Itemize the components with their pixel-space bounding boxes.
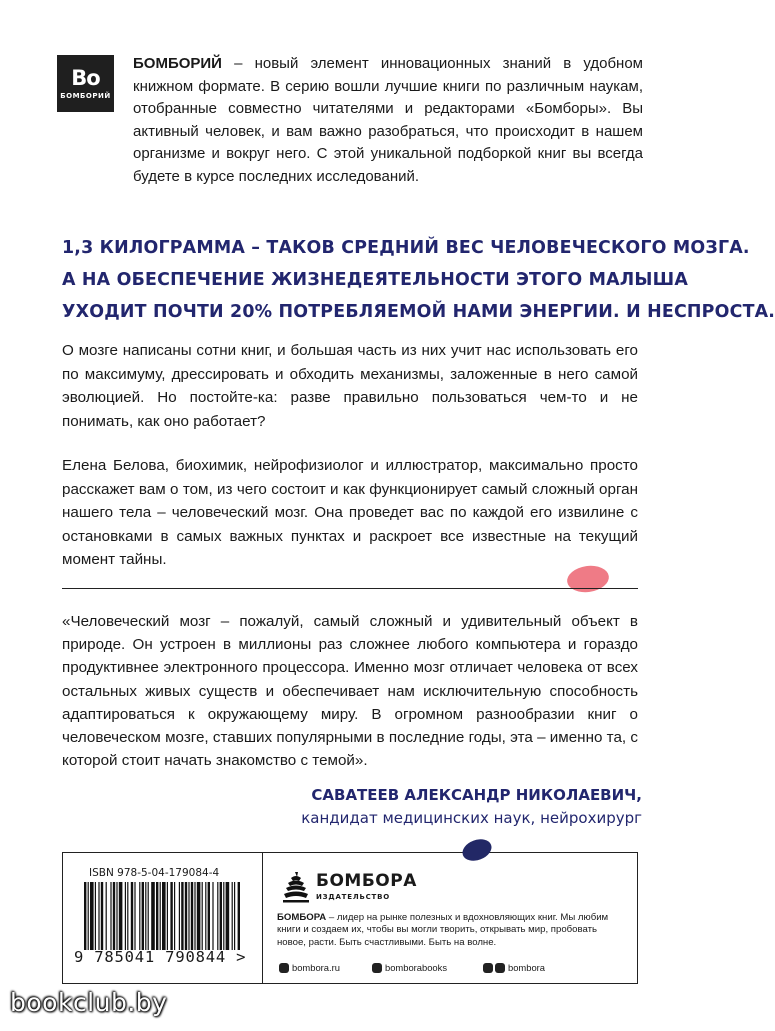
- vk-icon: [372, 963, 382, 973]
- series-logo-mark: Bo: [71, 65, 100, 90]
- body-paragraph-2: Елена Белова, биохимик, нейрофизиолог и иллюстратор, максимально просто расскажет вам о том, из чего состоит и как функционирует самый сложный орган нашего тела – человеческий мозг. Она проведет вас по каждой его извилине с остановками в самых важных пунктах и раскроет все известные на текущий момент тайны.: [62, 457, 638, 568]
- publisher-description: [277, 912, 622, 949]
- divider: [62, 588, 638, 589]
- publisher-desc-text: – лидер на рынке полезных и вдохновляющих книг. Мы любим книги и создаем их, чтобы вы могли творить, открывать мир, пробовать новое, расти. Быть счастливыми. Быть на волне.: [277, 912, 609, 948]
- series-text: – новый элемент инновационных знаний в удобном книжном формате. В серию вошли лучшие книги по различным наукам, отобранные совместно читателями и редакторами «Бомборы». Вы активный человек, и вам важно разобраться, что происходит в нашем организме и вокруг него. С этой уникальной подборкой книг вы всегда будете в курсе последних исследований.: [133, 55, 643, 185]
- social-vk[interactable]: [372, 962, 447, 973]
- watermark: bookclub.by: [10, 988, 168, 1017]
- social-website-label: bombora.ru: [292, 962, 340, 973]
- series-name: БОМБОРИЙ: [133, 55, 222, 72]
- publisher-logo-icon: [282, 869, 310, 903]
- telegram-icon: [495, 963, 505, 973]
- social-website[interactable]: [279, 962, 340, 973]
- social-vk-label: bomborabooks: [385, 962, 448, 973]
- isbn: ISBN 978-5-04-179084-4: [89, 867, 220, 879]
- quote-author: САВАТЕЕВ АЛЕКСАНДР НИКОЛАЕВИЧ,: [311, 786, 642, 804]
- headline-line-2: А НА ОБЕСПЕЧЕНИЕ ЖИЗНЕДЕЯТЕЛЬНОСТИ ЭТОГО МАЛЫША: [62, 270, 688, 290]
- publisher-name: БОМБОРА: [316, 871, 417, 891]
- headline: [62, 232, 775, 328]
- quote-author-title: кандидат медицинских наук, нейрохирург: [301, 809, 642, 827]
- barcode: [84, 882, 240, 950]
- review-quote: «Человеческий мозг – пожалуй, самый сложный и удивительный объект в природе. Он устроен в миллионы раз сложнее любого компьютера и гораздо продуктивнее электронного процессора. Именно мозг отличает человека от всех остальных живых существ и обеспечивает нам исключительную способность адаптироваться к окружающему миру. В огромном разнообразии книг о человеческом мозге, ставших популярными в последние годы, эта – именно та, с которой стоит начать знакомство с темой».: [62, 613, 638, 770]
- series-logo: [57, 55, 114, 112]
- social-channel-label: bombora: [508, 962, 546, 973]
- barcode-digits: 9 785041 790844 >: [74, 948, 247, 966]
- headline-line-3: УХОДИТ ПОЧТИ 20% ПОТРЕБЛЯЕМОЙ НАМИ ЭНЕРГИИ. И НЕСПРОСТА.: [62, 302, 775, 322]
- imprint-separator: [262, 853, 263, 983]
- publisher-subtitle: ИЗДАТЕЛЬСТВО: [316, 893, 390, 901]
- series-description: [133, 53, 643, 188]
- body-paragraph-1: О мозге написаны сотни книг, и большая часть из них учит нас использовать его по максимуму, дрессировать и обходить механизмы, заложенные в него самой эволюцией. Но постойте-ка: разве правильно пользоваться чем-то и не понимать, как оно работает?: [62, 342, 638, 430]
- social-youtube-telegram[interactable]: [483, 962, 545, 973]
- youtube-icon: [483, 963, 493, 973]
- headline-line-1: 1,3 КИЛОГРАММА – ТАКОВ СРЕДНИЙ ВЕС ЧЕЛОВЕЧЕСКОГО МОЗГА.: [62, 238, 750, 258]
- web-icon: [279, 963, 289, 973]
- series-logo-caption: БОМБОРИЙ: [60, 91, 111, 100]
- publisher-desc-lead: БОМБОРА: [277, 912, 327, 923]
